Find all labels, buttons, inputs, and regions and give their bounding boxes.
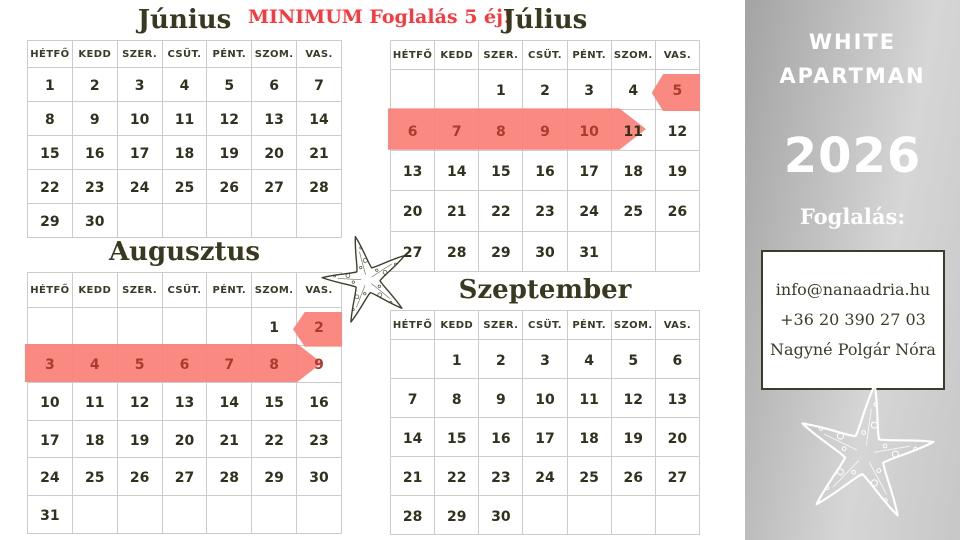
day-number: 10	[535, 391, 555, 408]
day-cell	[72, 102, 117, 136]
day-cell	[655, 231, 699, 271]
day-cell	[435, 150, 479, 190]
day-cell	[117, 102, 162, 136]
day-cell	[117, 495, 162, 533]
day-cell	[72, 458, 117, 496]
day-cell	[435, 340, 479, 379]
day-number: 18	[174, 146, 195, 162]
day-number: 6	[269, 78, 280, 94]
booked-range-band	[388, 108, 646, 149]
day-cell	[391, 340, 435, 379]
day-cell	[523, 70, 567, 110]
day-number: 28	[446, 244, 467, 261]
minimum-stay-notice: MINIMUM Foglalás 5 éj!	[248, 6, 512, 28]
day-cell	[72, 170, 117, 204]
day-number: 4	[179, 78, 190, 94]
day-number: 11	[623, 123, 644, 140]
day-number: 1	[45, 78, 55, 94]
day-number: 19	[623, 430, 644, 447]
day-number: 24	[535, 469, 555, 486]
day-cell	[252, 383, 297, 421]
day-number: 7	[451, 123, 462, 140]
day-cell	[523, 496, 567, 535]
day-number: 27	[174, 470, 195, 487]
day-cell	[117, 383, 162, 421]
day-cell	[391, 418, 435, 457]
day-header-cell: VAS.	[297, 41, 342, 68]
day-number: 14	[309, 112, 329, 128]
day-cell	[567, 70, 611, 110]
day-number: 12	[667, 123, 688, 140]
day-number: 23	[85, 180, 105, 196]
day-cell	[479, 231, 523, 271]
day-number: 27	[402, 244, 423, 261]
day-cell	[391, 379, 435, 418]
day-cell	[391, 496, 435, 535]
day-number: 7	[407, 391, 418, 408]
day-header-cell: VAS.	[297, 273, 342, 308]
day-cell	[435, 231, 479, 271]
day-header-cell: HÉTFŐ	[28, 273, 73, 308]
day-number: 23	[309, 432, 329, 449]
day-cell	[611, 150, 655, 190]
day-cell	[207, 136, 252, 170]
day-cell	[72, 420, 117, 458]
day-number: 3	[584, 83, 594, 100]
day-cell	[523, 418, 567, 457]
day-cell	[72, 383, 117, 421]
day-cell	[162, 495, 207, 533]
day-cell	[117, 458, 162, 496]
day-cell	[435, 496, 479, 535]
day-cell	[611, 379, 655, 418]
day-header-cell: PÉNT.	[207, 41, 252, 68]
day-cell	[297, 495, 342, 533]
day-cell	[479, 70, 523, 110]
day-cell	[567, 231, 611, 271]
day-number: 4	[628, 83, 639, 100]
day-cell	[162, 102, 207, 136]
day-number: 1	[269, 319, 280, 336]
day-header-cell: KEDD	[435, 41, 479, 70]
starfish-icon	[776, 368, 954, 540]
day-header-cell: SZOM.	[611, 41, 655, 70]
day-number: 23	[491, 469, 511, 486]
day-cell	[117, 68, 162, 102]
day-cell	[207, 308, 252, 346]
day-number: 18	[579, 430, 599, 447]
day-number: 14	[219, 394, 240, 411]
day-cell	[567, 496, 611, 535]
day-number: 7	[224, 357, 235, 374]
day-cell	[28, 136, 73, 170]
day-number: 19	[667, 163, 688, 180]
day-number: 14	[446, 163, 467, 180]
day-header-cell: HÉTFŐ	[391, 311, 435, 340]
day-number: 5	[672, 83, 683, 100]
day-number: 22	[264, 432, 284, 449]
day-cell	[162, 136, 207, 170]
day-number: 22	[446, 469, 467, 486]
day-number: 17	[129, 146, 150, 162]
day-cell	[252, 420, 297, 458]
day-number: 5	[134, 357, 145, 374]
day-cell	[391, 150, 435, 190]
day-cell	[297, 136, 342, 170]
day-number: 18	[623, 163, 644, 180]
day-header-cell: VAS.	[655, 311, 699, 340]
day-cell	[567, 379, 611, 418]
day-number: 5	[628, 352, 639, 369]
day-cell	[117, 136, 162, 170]
day-number: 10	[579, 123, 599, 140]
day-cell	[297, 383, 342, 421]
day-number: 13	[174, 394, 195, 411]
day-cell	[252, 308, 297, 346]
booking-label: Foglalás:	[799, 204, 906, 229]
day-number: 28	[402, 508, 423, 525]
month-title-september: Szeptember	[458, 275, 632, 305]
day-cell	[297, 204, 342, 238]
day-number: 22	[491, 204, 511, 221]
day-cell	[479, 379, 523, 418]
day-cell	[28, 68, 73, 102]
day-number: 24	[40, 470, 60, 487]
day-cell	[162, 458, 207, 496]
day-cell	[479, 191, 523, 231]
day-number: 7	[314, 78, 324, 94]
day-cell	[72, 136, 117, 170]
day-cell	[479, 418, 523, 457]
day-header-cell: SZER.	[117, 273, 162, 308]
day-header-cell: SZOM.	[611, 311, 655, 340]
day-header-cell: HÉTFŐ	[391, 41, 435, 70]
day-number: 2	[314, 319, 324, 336]
day-number: 12	[129, 394, 150, 411]
day-cell	[655, 191, 699, 231]
day-cell	[252, 170, 297, 204]
day-cell	[252, 495, 297, 533]
day-cell	[28, 495, 73, 533]
calendar-june	[27, 5, 342, 238]
day-number: 8	[495, 123, 506, 140]
day-number: 26	[129, 470, 150, 487]
day-cell	[655, 150, 699, 190]
day-header-cell: CSÜT.	[162, 41, 207, 68]
day-header-cell: SZOM.	[252, 273, 297, 308]
day-number: 25	[85, 470, 105, 487]
day-cell	[28, 204, 73, 238]
day-header-cell: CSÜT.	[162, 273, 207, 308]
day-cell	[207, 458, 252, 496]
day-number: 13	[264, 112, 284, 128]
day-number: 2	[89, 78, 100, 94]
day-header-cell: SZER.	[117, 41, 162, 68]
day-number: 17	[579, 163, 599, 180]
day-cell	[567, 457, 611, 496]
day-cell	[162, 170, 207, 204]
day-number: 29	[264, 470, 284, 487]
contact-phone: +36 20 390 27 03	[780, 310, 926, 329]
day-cell	[162, 420, 207, 458]
day-number: 31	[40, 507, 60, 524]
day-number: 4	[584, 352, 594, 369]
day-number: 8	[45, 112, 55, 128]
day-cell	[117, 420, 162, 458]
day-number: 9	[540, 123, 550, 140]
day-number: 21	[446, 204, 467, 221]
day-number: 24	[129, 180, 150, 196]
day-number: 13	[667, 391, 688, 408]
day-header-cell: SZOM.	[252, 41, 297, 68]
day-cell	[567, 150, 611, 190]
day-cell	[28, 308, 73, 346]
day-cell	[297, 420, 342, 458]
day-number: 15	[491, 163, 511, 180]
day-cell	[655, 418, 699, 457]
day-number: 30	[491, 508, 511, 525]
day-cell	[72, 308, 117, 346]
day-header-cell: VAS.	[655, 41, 699, 70]
day-number: 19	[219, 146, 240, 162]
day-number: 24	[579, 204, 599, 221]
day-cell	[523, 379, 567, 418]
day-number: 20	[174, 432, 195, 449]
day-number: 13	[402, 163, 423, 180]
day-cell	[297, 170, 342, 204]
day-number: 30	[85, 214, 105, 230]
day-number: 25	[623, 204, 644, 221]
day-cell	[72, 68, 117, 102]
day-cell	[523, 340, 567, 379]
day-cell	[523, 191, 567, 231]
day-number: 5	[224, 78, 235, 94]
day-cell	[207, 68, 252, 102]
day-number: 15	[446, 430, 467, 447]
day-number: 17	[40, 432, 60, 449]
day-header-cell: PÉNT.	[567, 41, 611, 70]
day-number: 9	[495, 391, 506, 408]
day-number: 18	[85, 432, 105, 449]
day-number: 30	[535, 244, 555, 261]
day-number: 11	[579, 391, 599, 408]
day-number: 10	[40, 394, 60, 411]
day-number: 9	[314, 357, 324, 374]
day-cell	[479, 457, 523, 496]
day-number: 26	[623, 469, 644, 486]
day-number: 12	[623, 391, 644, 408]
day-cell	[162, 68, 207, 102]
day-cell	[207, 383, 252, 421]
day-cell	[28, 102, 73, 136]
day-number: 28	[309, 180, 329, 196]
day-number: 3	[134, 78, 145, 94]
day-cell	[297, 102, 342, 136]
day-cell	[435, 457, 479, 496]
day-number: 16	[535, 163, 555, 180]
day-cell	[252, 458, 297, 496]
day-number: 2	[495, 352, 506, 369]
day-number: 1	[451, 352, 462, 369]
day-cell	[117, 170, 162, 204]
month-title-june: Június	[137, 5, 232, 35]
day-number: 17	[535, 430, 555, 447]
day-cell	[523, 231, 567, 271]
day-number: 19	[129, 432, 150, 449]
day-cell	[523, 457, 567, 496]
day-number: 27	[667, 469, 688, 486]
day-number: 2	[540, 83, 550, 100]
day-cell	[435, 191, 479, 231]
day-cell	[655, 340, 699, 379]
day-header-cell: KEDD	[435, 311, 479, 340]
calendar-july	[390, 5, 700, 272]
day-cell	[479, 340, 523, 379]
day-cell	[479, 150, 523, 190]
day-number: 31	[579, 244, 599, 261]
day-cell	[252, 136, 297, 170]
day-number: 26	[219, 180, 240, 196]
day-number: 16	[85, 146, 105, 162]
day-cell	[391, 457, 435, 496]
day-cell	[28, 458, 73, 496]
day-number: 6	[179, 357, 190, 374]
day-number: 16	[491, 430, 511, 447]
day-cell	[611, 70, 655, 110]
contact-box	[761, 250, 945, 390]
day-cell	[252, 68, 297, 102]
day-cell	[655, 496, 699, 535]
day-cell	[611, 340, 655, 379]
day-cell	[655, 110, 699, 150]
day-cell	[117, 204, 162, 238]
day-cell	[162, 308, 207, 346]
day-cell	[297, 68, 342, 102]
day-number: 29	[446, 508, 467, 525]
day-number: 30	[309, 470, 329, 487]
month-title-july: Július	[502, 5, 588, 35]
day-cell	[435, 379, 479, 418]
day-number: 14	[402, 430, 423, 447]
day-number: 3	[45, 357, 55, 374]
month-title-august: Augusztus	[108, 237, 261, 267]
apartment-title-line2: APARTMAN	[779, 64, 926, 88]
day-cell	[611, 231, 655, 271]
day-cell	[72, 204, 117, 238]
day-header-cell: SZER.	[479, 41, 523, 70]
day-number: 27	[264, 180, 284, 196]
calendar-august	[27, 237, 342, 534]
day-cell	[611, 496, 655, 535]
day-cell	[435, 418, 479, 457]
day-cell	[567, 418, 611, 457]
contact-name: Nagyné Polgár Nóra	[770, 340, 936, 359]
day-header-cell: KEDD	[72, 41, 117, 68]
day-header-cell: KEDD	[72, 273, 117, 308]
day-number: 6	[407, 123, 418, 140]
day-number: 26	[667, 204, 688, 221]
day-cell	[435, 70, 479, 110]
day-cell	[655, 379, 699, 418]
day-header-cell: HÉTFŐ	[28, 41, 73, 68]
day-number: 16	[309, 394, 329, 411]
day-number: 6	[672, 352, 683, 369]
day-cell	[162, 383, 207, 421]
day-cell	[207, 102, 252, 136]
day-header-cell: CSÜT.	[523, 311, 567, 340]
apartment-title-line1: WHITE	[808, 30, 897, 54]
day-number: 20	[402, 204, 423, 221]
day-number: 11	[85, 394, 105, 411]
day-cell	[611, 191, 655, 231]
day-cell	[28, 383, 73, 421]
day-cell	[252, 204, 297, 238]
day-number: 20	[667, 430, 688, 447]
day-number: 8	[451, 391, 462, 408]
day-cell	[391, 70, 435, 110]
day-cell	[297, 458, 342, 496]
day-header-cell: PÉNT.	[567, 311, 611, 340]
day-number: 25	[579, 469, 599, 486]
calendar-september	[390, 275, 700, 535]
day-number: 21	[309, 146, 329, 162]
day-cell	[252, 102, 297, 136]
day-number: 4	[89, 357, 100, 374]
day-number: 12	[219, 112, 240, 128]
day-cell	[28, 420, 73, 458]
day-cell	[207, 420, 252, 458]
day-cell	[28, 170, 73, 204]
day-number: 15	[264, 394, 284, 411]
day-number: 25	[174, 180, 195, 196]
day-number: 10	[129, 112, 150, 128]
day-number: 8	[269, 357, 280, 374]
day-cell	[523, 150, 567, 190]
day-number: 21	[219, 432, 240, 449]
day-cell	[611, 418, 655, 457]
day-number: 28	[219, 470, 240, 487]
day-number: 29	[491, 244, 511, 261]
day-header-cell: PÉNT.	[207, 273, 252, 308]
day-number: 3	[540, 352, 550, 369]
day-cell	[479, 496, 523, 535]
day-cell	[611, 457, 655, 496]
day-number: 15	[40, 146, 60, 162]
day-number: 29	[40, 214, 60, 230]
day-cell	[655, 457, 699, 496]
day-number: 21	[402, 469, 423, 486]
day-cell	[117, 308, 162, 346]
day-cell	[207, 495, 252, 533]
contact-email: info@nanaadria.hu	[775, 280, 931, 299]
day-number: 11	[174, 112, 195, 128]
day-cell	[567, 340, 611, 379]
day-cell	[162, 204, 207, 238]
day-cell	[207, 170, 252, 204]
day-cell	[207, 204, 252, 238]
day-number: 23	[535, 204, 555, 221]
day-number: 20	[264, 146, 284, 162]
day-header-cell: SZER.	[479, 311, 523, 340]
day-number: 1	[495, 83, 506, 100]
day-cell	[72, 495, 117, 533]
day-number: 22	[40, 180, 60, 196]
day-number: 9	[89, 112, 100, 128]
day-header-cell: CSÜT.	[523, 41, 567, 70]
year-label: 2026	[783, 128, 922, 184]
day-cell	[567, 191, 611, 231]
